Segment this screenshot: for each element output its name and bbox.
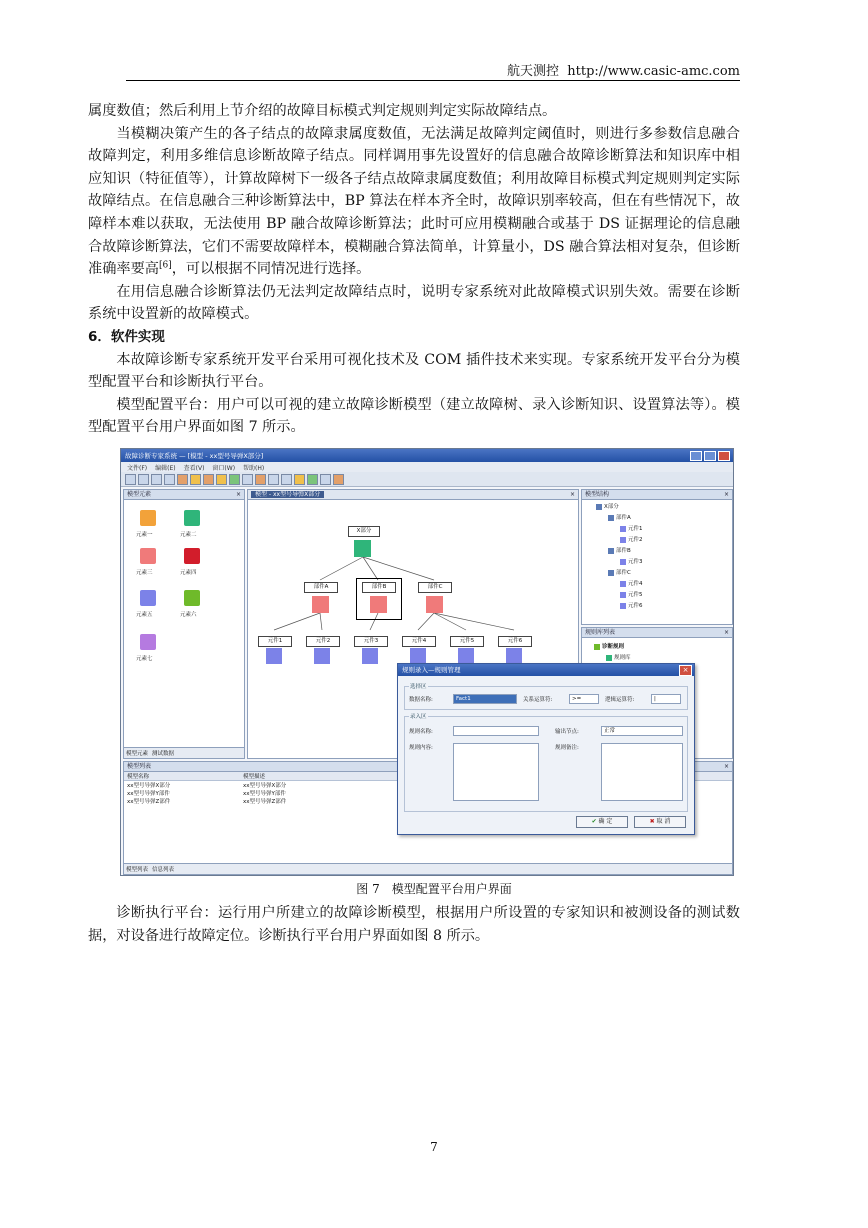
citation[interactable]: [6]: [158, 260, 172, 271]
menu-view[interactable]: 查看(V): [183, 464, 205, 472]
tree-node-root[interactable]: X部分: [348, 526, 380, 537]
minimize-icon[interactable]: [690, 451, 702, 461]
paste-icon[interactable]: [203, 474, 214, 485]
delete-icon[interactable]: [255, 474, 266, 485]
figure-caption: 图 7 模型配置平台用户界面: [356, 882, 512, 896]
node-icon: [620, 526, 626, 532]
running-header: [126, 60, 740, 79]
redo-icon[interactable]: [229, 474, 240, 485]
tree-item-label: 元件5: [628, 592, 643, 598]
paragraph: [88, 123, 740, 281]
check-icon: ✔: [591, 818, 597, 825]
rules-title: 规则库列表: [585, 629, 616, 636]
close-icon[interactable]: ×: [235, 491, 241, 498]
cancel-label: 取 消: [656, 818, 671, 825]
canvas-tab-bar: [248, 490, 578, 500]
rule-entry-dialog: [397, 663, 695, 835]
align-icon[interactable]: [281, 474, 292, 485]
section-heading: 6．软件实现: [88, 328, 165, 345]
element-cube-orange[interactable]: [140, 510, 156, 526]
model-structure-pane: [581, 489, 733, 625]
logic-op-select[interactable]: |: [651, 694, 681, 704]
element-cube-lime[interactable]: [184, 590, 200, 606]
page-number: 7: [430, 1140, 438, 1154]
copy-icon[interactable]: [190, 474, 201, 485]
tree-node-leaf[interactable]: 元件3: [354, 636, 388, 647]
leaf-cube: [314, 648, 330, 664]
tree-node-mid[interactable]: 部件C: [418, 582, 452, 593]
tree-node-leaf[interactable]: 元件1: [258, 636, 292, 647]
tree-item-label: 部件B: [616, 548, 631, 554]
element-cube-pink[interactable]: [140, 548, 156, 564]
paragraph: 诊断执行平台：运行用户所建立的故障诊断模型，根据用户所设置的专家知识和被测设备的测试数据，对设备进行故障定位。诊断执行平台用户界面如图 8 所示。: [88, 905, 740, 944]
toolbar: [121, 472, 733, 487]
rule-name-label: 规则名称:: [409, 729, 433, 735]
rule-name-input[interactable]: [453, 726, 539, 736]
folder-icon: [608, 548, 614, 554]
rel-op-select[interactable]: >=: [569, 694, 599, 704]
close-icon[interactable]: ×: [679, 665, 692, 676]
structure-header: [582, 490, 732, 500]
paragraph: 属度数值；然后利用上节介绍的故障目标模式判定规则判定实际故障结点。: [88, 103, 557, 119]
input-group: [404, 716, 688, 812]
tree-item-label: X部分: [604, 504, 619, 510]
paragraph-tail: ，可以根据不同情况进行选择。: [171, 261, 371, 278]
column-header[interactable]: 模型描述: [240, 772, 676, 781]
close-icon[interactable]: [718, 451, 730, 461]
run-icon[interactable]: [307, 474, 318, 485]
leaf-cube: [458, 648, 474, 664]
body-text-after-figure: [88, 902, 740, 947]
dialog-titlebar: [398, 664, 694, 676]
tree-item-label: 元件4: [628, 581, 643, 587]
element-label: 元素三: [136, 570, 153, 576]
rules-icon: [594, 644, 600, 650]
open-icon[interactable]: [138, 474, 149, 485]
rule-note-label: 规则备注:: [555, 745, 579, 751]
save-icon[interactable]: [151, 474, 162, 485]
element-label: 元素一: [136, 532, 153, 538]
close-icon[interactable]: ×: [723, 491, 729, 498]
cross-icon: ✖: [649, 818, 655, 825]
structure-title: 模型结构: [585, 491, 610, 498]
output-node-label: 输出节点:: [555, 729, 579, 735]
tree-item[interactable]: [620, 579, 643, 587]
close-icon[interactable]: ×: [723, 763, 729, 770]
menu-help[interactable]: 帮助(H): [243, 464, 265, 472]
tree-item[interactable]: [608, 568, 631, 576]
folder-icon: [596, 504, 602, 510]
app-titlebar: [121, 449, 733, 462]
menu-edit[interactable]: 编辑(E): [155, 464, 176, 472]
list-title: 模型列表: [127, 763, 152, 770]
tree-item-label: 诊断规则: [602, 644, 625, 650]
cell-desc: xx型号导弹Z部件: [243, 799, 287, 805]
zoom-icon[interactable]: [320, 474, 331, 485]
element-label: 元素六: [180, 612, 197, 618]
new-icon[interactable]: [125, 474, 136, 485]
rule-note-textarea[interactable]: [601, 743, 683, 801]
output-node-select[interactable]: 正常: [601, 726, 683, 736]
rule-content-textarea[interactable]: [453, 743, 539, 801]
data-name-select[interactable]: Fact1: [453, 694, 517, 704]
node-icon: [620, 603, 626, 609]
leaf-cube: [266, 648, 282, 664]
rule-icon: [606, 655, 612, 661]
element-label: 元素二: [180, 532, 197, 538]
tree-item[interactable]: [596, 502, 619, 510]
select-group: [404, 686, 688, 710]
close-icon[interactable]: ×: [569, 491, 575, 498]
menubar: [121, 462, 733, 472]
journal-url[interactable]: http://www.casic-amc.com: [567, 64, 740, 79]
group-label: 录入区: [410, 714, 427, 720]
rules-header: [582, 628, 732, 638]
tree-item[interactable]: [620, 590, 643, 598]
element-label: 元素四: [180, 570, 197, 576]
node-icon: [620, 592, 626, 598]
menu-window[interactable]: 窗口(W): [212, 464, 236, 472]
cell-name: xx型号导弹Z部件: [127, 799, 171, 805]
node-icon: [620, 559, 626, 565]
element-cube-blue[interactable]: [140, 590, 156, 606]
tree-node-mid[interactable]: 部件B: [362, 582, 396, 593]
tree-item-label: 规则库: [614, 655, 631, 661]
tab-info-list[interactable]: 信息列表: [152, 867, 175, 873]
paragraph: 本故障诊断专家系统开发平台采用可视化技术及 COM 插件技术来实现。专家系统开发平台分为模型配置平台和诊断执行平台。: [88, 351, 740, 391]
tree-node-leaf[interactable]: 元件2: [306, 636, 340, 647]
cut-icon[interactable]: [177, 474, 188, 485]
tree-node-leaf[interactable]: 元件6: [498, 636, 532, 647]
tree-item[interactable]: [620, 535, 643, 543]
data-name-label: 数据名称:: [409, 697, 433, 703]
mid-cube: [426, 596, 443, 613]
tree-item-label: 元件3: [628, 559, 643, 565]
tab-test-data[interactable]: 测试数据: [152, 751, 175, 757]
leaf-cube: [362, 648, 378, 664]
body-text: [88, 100, 740, 439]
stop-icon[interactable]: [333, 474, 344, 485]
header-rule: [126, 80, 740, 81]
cancel-button[interactable]: [634, 816, 686, 828]
element-label: 元素七: [136, 656, 153, 662]
folder-icon: [608, 515, 614, 521]
journal-name: 航天测控: [507, 64, 560, 79]
tree-node-leaf[interactable]: 元件5: [450, 636, 484, 647]
tree-item[interactable]: [608, 513, 631, 521]
cell-desc: xx型号导弹Y部件: [243, 791, 286, 797]
rel-op-label: 关系运算符:: [523, 697, 553, 703]
tree-node-mid[interactable]: 部件A: [304, 582, 338, 593]
close-icon[interactable]: ×: [723, 629, 729, 636]
pointer-icon[interactable]: [242, 474, 253, 485]
link-icon[interactable]: [294, 474, 305, 485]
leaf-cube: [506, 648, 522, 664]
element-cube-red[interactable]: [184, 548, 200, 564]
cell-desc: xx型号导弹X部分: [243, 783, 287, 789]
paragraph-text: 当模糊决策产生的各子结点的故障隶属度数值，无法满足故障判定阈值时，则进行多参数信息融合故障判定，利用多维信息诊断故障子结点。同样调用事先设置好的信息融合故障诊断算法和知识库中相应知识（特征值等），计算故障树下一级各子结点故障隶属度数值；利用故障目标模式判定规则判定实际故障结点。在信息融合三种诊断算法中，BP 算法在样本齐全时，故障识别率较高，但在有些情况下，故障样本难以获取，无法使用 BP 融合故障诊断算法；此时可应用模糊融合或基于 DS 证据理论的信息融合故障诊断算法，它们不需要故障样本，模糊融合算法简单，计算量小，DS 融合算法相对复杂，但诊断准确率要高: [88, 125, 740, 278]
tree-item[interactable]: [620, 601, 643, 609]
rule-content-label: 规则内容:: [409, 745, 433, 751]
tree-item[interactable]: [606, 653, 631, 661]
leaf-cube: [410, 648, 426, 664]
tree-item[interactable]: [620, 524, 643, 532]
print-icon[interactable]: [164, 474, 175, 485]
node-icon: [620, 537, 626, 543]
figure-screenshot: [120, 448, 734, 876]
tree-item[interactable]: [620, 557, 643, 565]
menu-file[interactable]: 文件(F): [127, 464, 148, 472]
dialog-title: 规则录入—规则管理: [402, 666, 461, 674]
tree-item[interactable]: [608, 546, 631, 554]
mid-cube: [312, 596, 329, 613]
element-palette: [123, 489, 245, 759]
undo-icon[interactable]: [216, 474, 227, 485]
tab-model-elements[interactable]: 模型元素: [126, 751, 149, 757]
column-header[interactable]: 模型名称: [124, 772, 240, 781]
tree-item[interactable]: [594, 642, 624, 650]
ok-label: 确 定: [598, 818, 613, 825]
tree-item-label: 部件A: [616, 515, 631, 521]
logic-op-label: 逻辑运算符:: [605, 697, 635, 703]
tree-item-label: 元件2: [628, 537, 643, 543]
tree-node-leaf[interactable]: 元件4: [402, 636, 436, 647]
tab-model-list[interactable]: 模型列表: [126, 867, 149, 873]
cell-name: xx型号导弹X部分: [127, 783, 171, 789]
tree-item-label: 元件1: [628, 526, 643, 532]
paragraph: 在用信息融合诊断算法仍无法判定故障结点时，说明专家系统对此故障模式识别失效。需要在诊断系统中设置新的故障模式。: [88, 283, 740, 323]
palette-title: 模型元素: [127, 491, 152, 498]
maximize-icon[interactable]: [704, 451, 716, 461]
group-label: 选择区: [410, 684, 427, 690]
align-icon[interactable]: [268, 474, 279, 485]
paragraph: 模型配置平台：用户可以可视的建立故障诊断模型（建立故障树、录入诊断知识、设置算法等）。模型配置平台用户界面如图 7 所示。: [88, 396, 740, 436]
canvas-tab[interactable]: 模型 - xx型号导弹X部分: [251, 491, 324, 498]
palette-header: [124, 490, 244, 500]
node-icon: [620, 581, 626, 587]
element-label: 元素五: [136, 612, 153, 618]
tree-item-label: 部件C: [616, 570, 631, 576]
folder-icon: [608, 570, 614, 576]
element-cube-green[interactable]: [184, 510, 200, 526]
bottom-tabs: [124, 863, 732, 874]
tree-item-label: 元件6: [628, 603, 643, 609]
palette-tabs: [124, 747, 244, 758]
element-cube-purple[interactable]: [140, 634, 156, 650]
ok-button[interactable]: [576, 816, 628, 828]
cell-name: xx型号导弹Y部件: [127, 791, 170, 797]
root-cube: [354, 540, 371, 557]
app-title: 故障诊断专家系统 — [模型 - xx型号导弹X部分]: [125, 452, 264, 460]
